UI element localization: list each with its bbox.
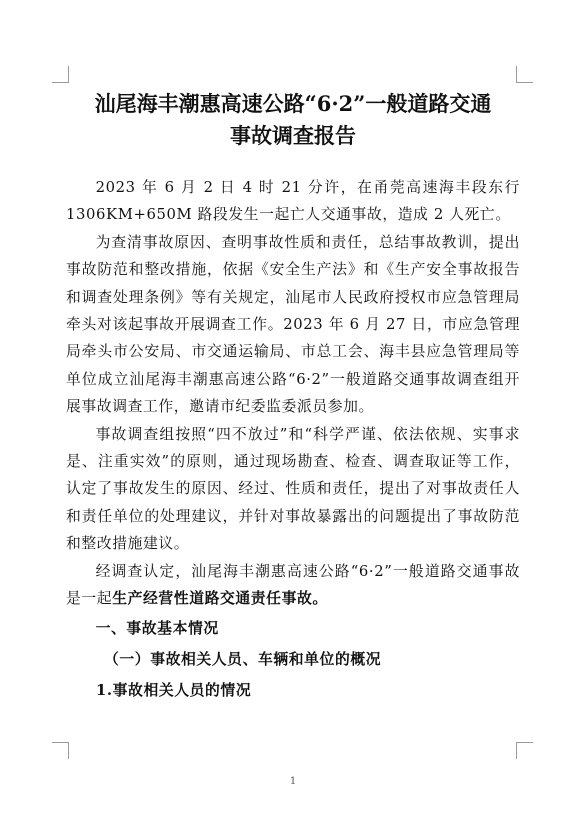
crop-mark-bottom-left [52, 742, 69, 759]
section-heading-1: 一、事故基本情况 [95, 619, 219, 637]
crop-mark-top-left [52, 66, 69, 83]
section-heading-2: （一）事故相关人员、车辆和单位的概况 [104, 650, 382, 668]
paragraph-3: 事故调查组按照“四不放过”和“科学严谨、依法依规、实事求是、注重实效”的原则，通过现场勘查、检查、调查取证等工作，认定了事故发生的原因、经过、性质和责任，提出了对事故责任人和责任单位的处理建议，并针对事故暴露出的问题提出了事故防范和整改措施建议。 [66, 425, 520, 553]
document-body [66, 174, 520, 706]
document-title [66, 88, 520, 152]
paragraph-2: 为查清事故原因、查明事故性质和责任，总结事故教训，提出事故防范和整改措施，依据《安全生产法》和《生产安全事故报告和调查处理条例》等有关规定，汕尾市人民政府授权市应急管理局牵头对该起事故开展调查工作。2023 年 6 月 27 日，市应急管理局牵头市公安局、市交通运输局、市总工会、海丰县应急管理局等单位成立汕尾海丰潮惠高速公路“6·2”一般道路交通事故调查组开展事故调查工作，邀请市纪委监委派员参加。 [66, 233, 520, 416]
conclusion-text: 经调查认定，汕尾海丰潮惠高速公路“6·2”一般道路交通事故是一起 [66, 562, 520, 608]
page-number: 1 [289, 776, 297, 787]
crop-mark-bottom-right [516, 742, 533, 759]
section-heading-3: 1.事故相关人员的情况 [96, 681, 252, 699]
conclusion-bold-text: 生产经营性道路交通责任事故。 [112, 590, 328, 608]
crop-mark-top-right [516, 66, 533, 83]
paragraph-conclusion [66, 558, 520, 613]
title-line-1: 汕尾海丰潮惠高速公路“6·2”一般道路交通 [94, 91, 492, 116]
paragraph-1: 2023 年 6 月 2 日 4 时 21 分许，在甬莞高速海丰段东行 1306KM+650M 路段发生一起亡人交通事故，造成 2 人死亡。 [66, 179, 520, 224]
document-content [66, 88, 520, 706]
title-line-2: 事故调查报告 [230, 123, 356, 148]
